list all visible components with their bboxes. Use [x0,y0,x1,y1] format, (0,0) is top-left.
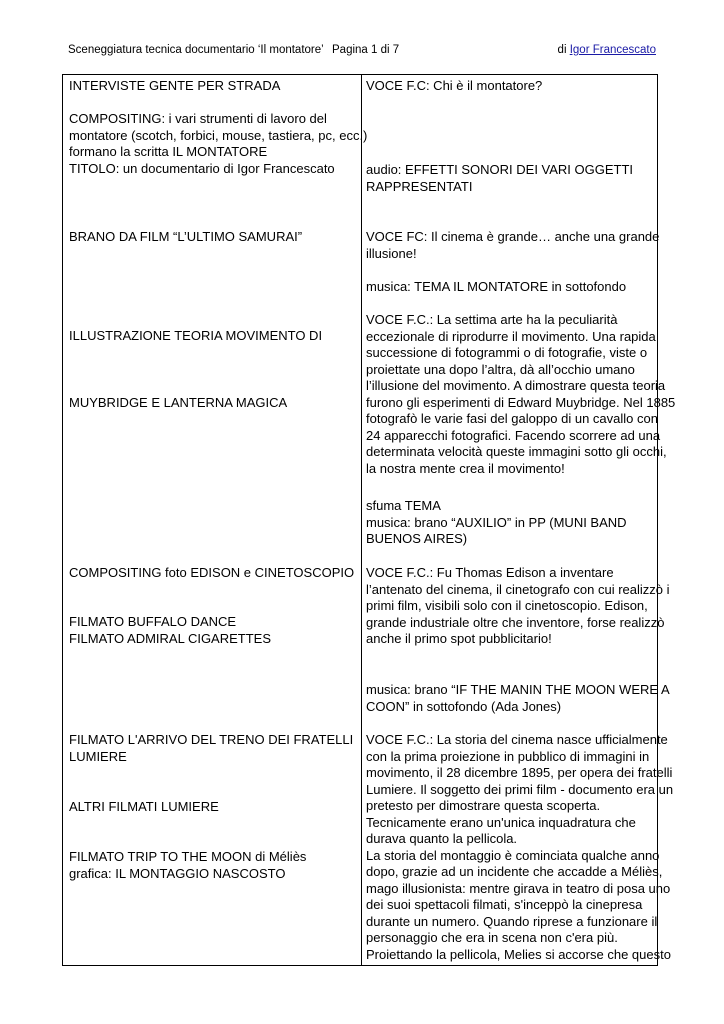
cell-line: fotografò le varie fasi del galoppo di un cavallo con [366,411,658,426]
left-cell-movement-theory [69,328,357,345]
cell-line: COON” in sottofondo (Ada Jones) [366,698,562,714]
cell-line: dopo, grazie ad un incidente che accadde a Méliès, [366,864,663,879]
cell-line: personaggio che era in scena non c'era più. [366,930,618,945]
left-cell-ultimo-samurai [69,229,357,246]
page-header [68,42,656,58]
cell-line: FILMATO ADMIRAL CIGARETTES [69,630,272,646]
right-cell-sound-effects [366,162,656,195]
author-link[interactable]: Igor Francescato [569,44,656,56]
right-cell-music-moon [366,682,670,715]
column-divider [361,75,362,965]
left-cell-muybridge [69,395,357,412]
cell-line: mago illusionista: mentre girava in teatro di posa uno [366,880,671,896]
left-cell-edison [69,565,357,582]
document-title: Sceneggiatura tecnica documentario ‘Il montatore’ [68,44,324,56]
cell-line: formano la scritta IL MONTATORE [69,144,268,159]
right-cell-voice-intro [366,78,656,95]
cell-line: grande industriale oltre che inventore, forse realizzò [366,614,665,630]
right-cell-voice-history [366,732,674,963]
cell-line: COMPOSITING foto EDISON e CINETOSCOPIO [69,565,355,580]
author-prefix: di [557,44,570,56]
cell-line: proiettate una dopo l’altra, dà all’occhio umano [366,361,635,377]
script-table [62,74,676,966]
cell-line: musica: TEMA IL MONTATORE in sottofondo [366,279,627,294]
cell-line: dei suoi spettacoli filmati, s'inceppò la cinepresa [366,897,643,912]
cell-line: grafica: IL MONTAGGIO NASCOSTO [69,865,286,881]
left-cell-buffalo-admiral [69,614,357,647]
cell-line: VOCE F.C.: La settima arte ha la peculiarità [366,312,618,327]
cell-line: determinata velocità queste immagini sotto gli occhi, [366,444,667,459]
cell-line: musica: brano “IF THE MANIN THE MOON WERE A [366,682,670,697]
cell-line: LUMIERE [69,748,127,764]
cell-line: 24 apparecchi fotografici. Facendo scorrere ad una [366,427,661,443]
cell-line: FILMATO BUFFALO DANCE [69,614,237,629]
right-cell-voice-edison [366,565,670,648]
cell-line: la nostra mente crea il movimento! [366,460,565,476]
cell-line: anche il primo spot pubblicitario! [366,631,552,646]
cell-line: BRANO DA FILM “L’ULTIMO SAMURAI” [69,229,303,244]
cell-line: eccezionale di riprodurre il movimento. Una rapida [366,328,656,344]
cell-line: TITOLO: un documentario di Igor Francescato [69,160,335,176]
cell-line: sfuma TEMA [366,498,441,513]
cell-line: durava quanto la pellicola. [366,831,518,846]
right-cell-music-theme [366,279,656,296]
cell-line: illusione! [366,245,417,261]
cell-line: La storia del montaggio è cominciata qualche anno [366,847,660,863]
cell-line: INTERVISTE GENTE PER STRADA [69,78,281,93]
cell-line: l’illusione del movimento. A dimostrare questa teoria [366,378,666,393]
cell-line: montatore (scotch, forbici, mouse, tastiera, pc, ecc.) [69,127,368,143]
cell-line: pretesto per dimostrare questa scoperta. [366,798,601,813]
page-number: Pagina 1 di 7 [332,44,400,56]
cell-line: l’antenato del cinema, il cinetografo con cui realizzò i [366,581,670,597]
cell-line: audio: EFFETTI SONORI DEI VARI OGGETTI [366,162,634,177]
cell-line: VOCE F.C.: La storia del cinema nasce ufficialmente [366,732,668,747]
left-cell-lumiere-train [69,732,357,765]
cell-line: ALTRI FILMATI LUMIERE [69,799,219,814]
cell-line: ILLUSTRAZIONE TEORIA MOVIMENTO DI [69,328,323,343]
left-cell-trip-to-the-moon [69,849,357,882]
cell-line: FILMATO L'ARRIVO DEL TRENO DEI FRATELLI [69,732,354,747]
cell-line: FILMATO TRIP TO THE MOON di Méliès [69,849,307,864]
cell-line: Tecnicamente erano un'unica inquadratura che [366,814,636,830]
cell-line: COMPOSITING: i vari strumenti di lavoro del [69,111,327,126]
left-cell-other-lumiere [69,799,357,816]
cell-line: durante un numero. Quando riprese a funzionare il [366,913,658,929]
left-cell-street-interviews [69,78,357,95]
cell-line: Proiettando la pellicola, Melies si accorse che questo [366,946,671,962]
cell-line: movimento, il 28 dicembre 1895, per opera dei fratelli [366,765,673,780]
right-cell-voice-cinema [366,229,660,262]
cell-line: RAPPRESENTATI [366,178,473,194]
cell-line: con la prima proiezione in pubblico di immagini in [366,748,650,764]
cell-line: VOCE F.C: Chi è il montatore? [366,78,543,93]
cell-line: primi film, visibili solo con il cinetoscopio. Edison, [366,598,648,613]
cell-line: BUENOS AIRES) [366,531,468,546]
cell-line: musica: brano “AUXILIO” in PP (MUNI BAND [366,514,627,530]
left-cell-compositing-title [69,111,368,177]
cell-line: Lumiere. Il soggetto dei primi film - documento era un [366,781,674,797]
cell-line: MUYBRIDGE E LANTERNA MAGICA [69,395,288,410]
author-credit [558,42,656,58]
cell-line: VOCE F.C.: Fu Thomas Edison a inventare [366,565,614,580]
cell-line: furono gli esperimenti di Edward Muybridge. Nel 1885 [366,394,676,410]
right-cell-music-auxilio [366,498,656,548]
cell-line: VOCE FC: Il cinema è grande… anche una grande [366,229,660,244]
cell-line: successione di fotogrammi o di fotografie, viste o [366,345,648,360]
right-cell-voice-seventh-art [366,312,676,477]
